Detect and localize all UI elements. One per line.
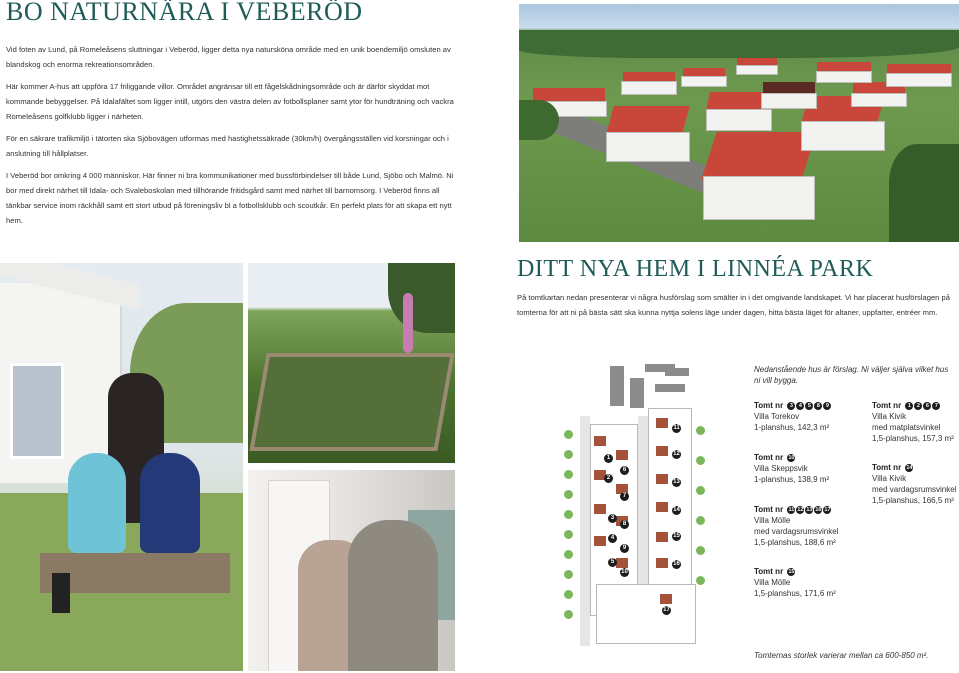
plot-label: Tomt nr <box>754 567 784 576</box>
plot-number: 12 <box>797 507 804 514</box>
plot-number: 4 <box>796 402 804 410</box>
plot-label: Tomt nr <box>754 505 784 514</box>
page-title-right: DITT NYA HEM I LINNÉA PARK <box>517 256 874 282</box>
plot-number: 1 <box>905 402 913 410</box>
proposal-6 <box>754 566 864 599</box>
house-spec-2: 1,5-planshus, 166,5 m² <box>872 496 954 506</box>
plot-number: 11 <box>788 507 795 514</box>
raised-bed <box>249 353 454 451</box>
plot-number: 3 <box>608 514 617 523</box>
girl-figure <box>68 453 126 553</box>
proposal-note: Nedanstående hus är förslag. Ni väljer själva vilket hus ni vill bygga. <box>754 365 949 385</box>
plot-number-list <box>787 452 796 463</box>
site-plan <box>520 346 732 668</box>
plot-number-list <box>905 400 941 411</box>
house-name: Villa Mölle <box>754 516 791 526</box>
house-name: Villa Kivik <box>872 412 907 422</box>
existing-building <box>655 384 685 392</box>
window <box>10 363 64 459</box>
plot-number: 1 <box>604 454 613 463</box>
house-spec-2: 1,5-planshus, 157,3 m² <box>872 434 954 444</box>
plot-number: 17 <box>824 507 831 514</box>
paragraph-3: För en säkrare trafikmiljö i tätorten ska Sjöbovägen utformas med hastighetssäkrade (30km/h) övergångsställen vid korsningar och i anslutning till hållplatser. <box>6 134 449 158</box>
house-name: Villa Mölle <box>754 578 791 588</box>
house-name: Villa Skeppsvik <box>754 464 808 474</box>
road-main <box>580 416 590 646</box>
house-9 <box>679 68 729 88</box>
aerial-rendering-image <box>519 4 959 242</box>
house-spec: 1-planshus, 138,9 m² <box>754 475 830 485</box>
plot-label: Tomt nr <box>754 453 784 462</box>
plot-number: 13 <box>673 479 680 485</box>
existing-building <box>610 366 624 406</box>
plot-number: 8 <box>814 402 822 410</box>
plot-number: 10 <box>788 455 795 462</box>
page-title-left: BO NATURNÄRA I VEBERÖD <box>6 0 363 26</box>
plot-label: Tomt nr <box>872 463 902 472</box>
plot-number-list <box>787 566 796 577</box>
house-2 <box>604 106 692 164</box>
paragraph-4: I Veberöd bor omkring 4 000 människor. Här finner ni bra kommunikationer med bussförbindelser till både Lund, Sjöbo och Malmö. Ni bor med direkt närhet till Idala- och Svaleboskolan med tillhörande fritidsgård samt med närhet till barnomsorg. I Veberöd finns all tänkbar service inom räckhåll samt ett stort utbud på föreningsliv bl a fotbollsklubb och scoutkår. En perfekt plats för att skapa ett nytt hem. <box>6 171 454 225</box>
paragraph-1: Vid foten av Lund, på Romeleåsens sluttningar i Veberöd, ligger detta nya natursköna område med en unik boendemiljö omsluten av blandskog och enorma rekreationsområden. <box>6 45 451 69</box>
plot-number: 3 <box>787 402 795 410</box>
plot-number: 14 <box>673 507 680 513</box>
tree-line <box>519 30 959 58</box>
plot-number-list <box>787 400 832 411</box>
plot-number: 17 <box>663 607 670 613</box>
proposal-5 <box>754 504 870 548</box>
proposal-4 <box>872 462 959 506</box>
house-spec-2: 1,5-planshus, 188,6 m² <box>754 538 836 548</box>
plot-number: 14 <box>906 465 913 472</box>
tree-cluster-left <box>519 100 559 140</box>
plot-number: 9 <box>823 402 831 410</box>
proposal-2 <box>872 400 959 444</box>
house-name: Villa Kivik <box>872 474 907 484</box>
plot-number: 12 <box>673 451 680 457</box>
child-with-towel <box>348 520 438 671</box>
plot-number: 5 <box>805 402 813 410</box>
paragraph-2: Här kommer A-hus att uppföra 17 friliggande villor. Området angränsar till ett fågelskådningsområde och är därför skyddat mot kommande bebyggelser. På Idalafältet som ligger intill, utgörs den västra delen av fotbollsplaner samt ytor för hundträning och vackra Romeleåsens golfklubb ligger i närheten. <box>6 82 454 121</box>
plot-number: 4 <box>608 534 617 543</box>
existing-building <box>630 378 644 408</box>
left-body <box>6 42 458 235</box>
plot-number: 15 <box>788 569 795 576</box>
plot-number: 13 <box>806 507 813 514</box>
children-on-bench-photo <box>0 263 243 671</box>
house-spec: med matplatsvinkel <box>872 423 941 433</box>
house-11 <box>814 62 874 84</box>
plot-area <box>596 584 696 644</box>
plot-number: 5 <box>608 558 617 567</box>
boy-figure <box>140 453 200 553</box>
house-spec: 1-planshus, 142,3 m² <box>754 423 830 433</box>
plot-number-list <box>787 504 832 515</box>
plot-label: Tomt nr <box>754 401 784 410</box>
plot-number: 6 <box>923 402 931 410</box>
garden-photo <box>248 263 455 463</box>
plot-number: 10 <box>621 569 628 575</box>
house-spec: med vardagsrumsvinkel <box>754 527 839 537</box>
proposal-1 <box>754 400 864 433</box>
plot-number: 16 <box>673 561 680 567</box>
right-intro: På tomtkartan nedan presenterar vi några husförslag som smälter in i det omgivande landskapet. Vi har placerat husförslagen på tomterna för att ni på bästa sätt ska kunna nyttja solens läge under dagen, hitta bästa läget för altaner, uppfarter, entréer mm. <box>517 293 950 317</box>
plot-number: 2 <box>914 402 922 410</box>
plot-number: 2 <box>604 474 613 483</box>
plot-number: 8 <box>620 520 629 529</box>
plot-number-list <box>905 462 914 473</box>
house-8 <box>619 72 679 96</box>
proposal-3 <box>754 452 864 485</box>
house-6 <box>759 82 819 110</box>
plot-number: 7 <box>620 492 629 501</box>
flower-stem <box>403 293 413 353</box>
plot-number: 7 <box>932 402 940 410</box>
house-spec: med vardagsrumsvinkel <box>872 485 957 495</box>
tree-cluster <box>889 144 959 242</box>
plot-number: 15 <box>673 533 680 539</box>
house-10 <box>734 58 780 76</box>
bench-wheel <box>52 573 70 613</box>
plot-number: 11 <box>673 425 680 431</box>
house-spec: 1,5-planshus, 171,6 m² <box>754 589 836 599</box>
plot-number: 9 <box>620 544 629 553</box>
house-12 <box>884 64 954 88</box>
plot-size-footnote: Tomternas storlek varierar mellan ca 600-850 m². <box>754 651 929 660</box>
plot-number: 6 <box>620 466 629 475</box>
plot-label: Tomt nr <box>872 401 902 410</box>
plot-number: 16 <box>815 507 822 514</box>
existing-building <box>665 368 689 376</box>
children-in-towels-photo <box>248 470 455 671</box>
house-name: Villa Torekov <box>754 412 800 422</box>
tree <box>388 263 455 333</box>
